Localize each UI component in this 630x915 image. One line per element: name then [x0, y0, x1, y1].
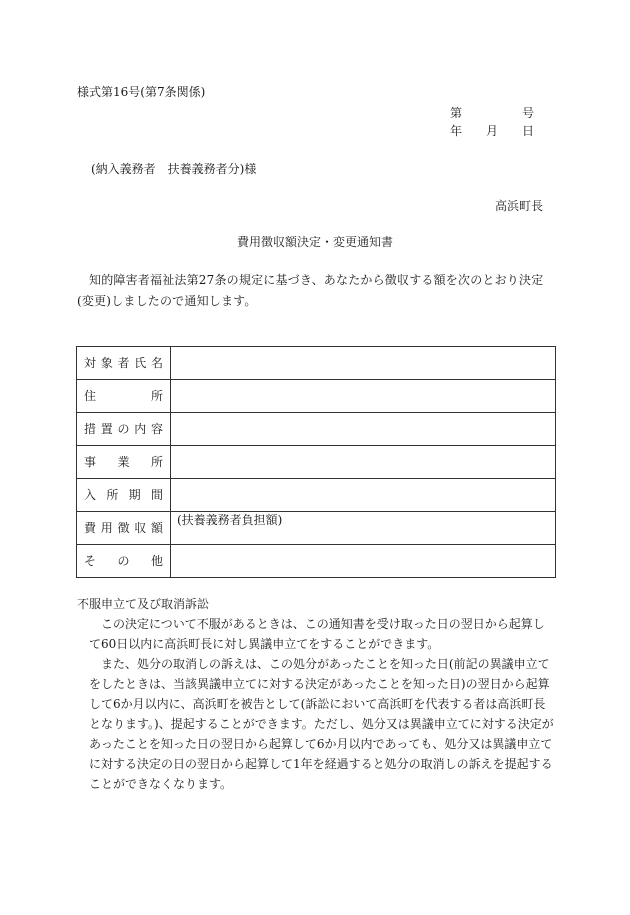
label-char: 費	[84, 521, 97, 535]
table-row	[77, 413, 556, 446]
row-label-text	[77, 357, 170, 369]
row-label-text	[77, 555, 170, 567]
info-table	[76, 346, 556, 578]
row-label-text	[77, 522, 170, 534]
label-char: 容	[150, 422, 163, 436]
label-char: 措	[84, 422, 97, 436]
label-char: 置	[100, 422, 113, 436]
row-label	[77, 479, 171, 512]
body-text: 知的障害者福祉法第27条の規定に基づき、あなたから徴収する額を次のとおり決定(変更)しましたので通知します。	[77, 273, 544, 308]
label-char: 者	[117, 356, 130, 370]
label-char: 事	[84, 455, 97, 469]
document-number-suffix: 号	[522, 106, 535, 120]
row-label	[77, 380, 171, 413]
row-value-note: (扶養義務者負担額)	[177, 513, 283, 527]
row-value	[171, 347, 556, 380]
label-char: 住	[84, 389, 97, 403]
row-label-text	[77, 390, 170, 402]
row-value	[171, 446, 556, 479]
label-char: の	[117, 554, 130, 568]
row-value	[171, 512, 556, 545]
date-year-label: 年	[450, 124, 463, 138]
date-month-label: 月	[486, 124, 499, 138]
document-number-prefix: 第	[450, 106, 463, 120]
label-char: 内	[134, 422, 147, 436]
row-label-text	[77, 423, 170, 435]
label-char: 対	[84, 356, 97, 370]
document-title: 費用徴収額決定・変更通知書	[236, 235, 393, 249]
row-label-text	[77, 456, 170, 468]
row-value	[171, 545, 556, 578]
row-label	[77, 413, 171, 446]
label-char: 所	[150, 455, 163, 469]
label-char: 業	[117, 455, 130, 469]
row-value	[171, 380, 556, 413]
label-char: 期	[128, 488, 141, 502]
label-char: 用	[100, 521, 113, 535]
table-row	[77, 380, 556, 413]
appeal-heading: 不服申立て及び取消訴訟	[77, 597, 210, 611]
label-char: 徴	[117, 521, 130, 535]
label-char: 他	[150, 554, 163, 568]
row-label	[77, 446, 171, 479]
row-value	[171, 479, 556, 512]
info-table-body	[77, 347, 556, 578]
issuer: 高浜町長	[495, 199, 544, 213]
table-row	[77, 446, 556, 479]
addressee: (納入義務者 扶養義務者分)様	[91, 162, 257, 176]
appeal-paragraph-2: また、処分の取消しの訴えは、この処分があったことを知った日(前記の異議申立てをしたときは、当該異議申立てに対する決定があったことを知った日)の翌日から起算して6か月以内に、高浜町を被告として(訴訟において高浜町を代表する者は高浜町長となります。)、提起することができます。ただし、処分又は異議申立てに対する決定があったことを知った日の翌日から起算して6か月以内であっても、処分又は異議申立てに対する決定の日の翌日から起算して1年を経過すると処分の取消しの訴えを提起することができなくなります。	[89, 657, 554, 791]
label-char: 象	[100, 356, 113, 370]
appeal-paragraph-1: この決定について不服があるときは、この通知書を受け取った日の翌日から起算して60日以内に高浜町長に対し異議申立てをすることができます。	[89, 617, 545, 651]
table-row	[77, 512, 556, 545]
date-day-label: 日	[522, 124, 535, 138]
form-number: 様式第16号(第7条関係)	[77, 85, 206, 99]
label-char: そ	[84, 554, 97, 568]
label-char: 収	[134, 521, 147, 535]
label-char: 氏	[134, 356, 147, 370]
table-row	[77, 545, 556, 578]
table-row	[77, 347, 556, 380]
label-char: の	[117, 422, 130, 436]
row-label	[77, 512, 171, 545]
label-char: 額	[150, 521, 163, 535]
label-char: 所	[150, 389, 163, 403]
table-row	[77, 479, 556, 512]
row-label-text	[77, 489, 170, 501]
label-char: 入	[84, 488, 97, 502]
label-char: 所	[106, 488, 119, 502]
row-label	[77, 545, 171, 578]
row-label	[77, 347, 171, 380]
row-value	[171, 413, 556, 446]
label-char: 間	[150, 488, 163, 502]
label-char: 名	[150, 356, 163, 370]
